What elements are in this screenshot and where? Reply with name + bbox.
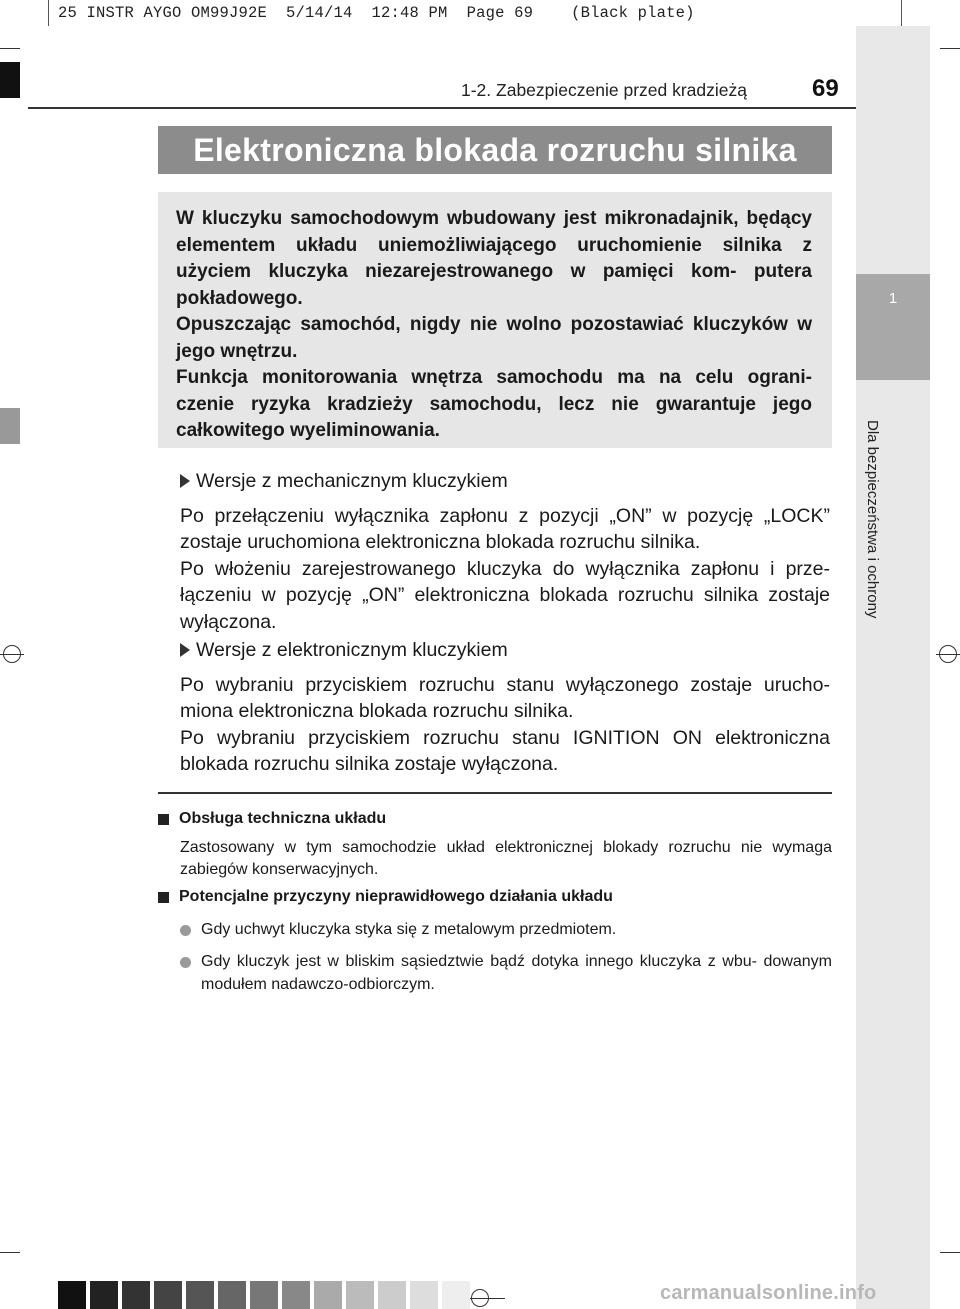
left-margin-bar bbox=[0, 408, 20, 444]
note-heading bbox=[158, 808, 832, 831]
color-swatch bbox=[122, 1281, 150, 1309]
color-swatch bbox=[442, 1281, 470, 1309]
left-margin-bar bbox=[0, 62, 20, 98]
body-paragraph: Po przełączeniu wyłącznika zapłonu z pozycji „ON” w pozycję „LOCK” zostaje uruchomiona elektroniczna blokada rozruchu silnika. bbox=[180, 504, 830, 553]
color-control-bar bbox=[58, 1281, 470, 1309]
color-swatch bbox=[410, 1281, 438, 1309]
circle-bullet-icon bbox=[180, 957, 191, 968]
chapter-number: 1 bbox=[888, 290, 898, 307]
section-divider bbox=[158, 792, 832, 794]
color-swatch bbox=[346, 1281, 374, 1309]
note-body: Zastosowany w tym samochodzie układ elektronicznej blokady rozruchu nie wymaga zabiegów konserwacyjnych. bbox=[180, 838, 832, 878]
title-banner bbox=[158, 126, 832, 174]
page-number: 69 bbox=[812, 75, 839, 102]
crop-mark bbox=[940, 1252, 960, 1253]
color-swatch bbox=[282, 1281, 310, 1309]
color-swatch bbox=[314, 1281, 342, 1309]
list-item-text: Gdy kluczyk jest w bliskim sąsiedztwie bądź dotyka innego kluczyka z wbu- dowanym modułem nadawczo-odbiorczym. bbox=[201, 953, 832, 993]
color-swatch bbox=[186, 1281, 214, 1309]
intro-paragraph: Funkcja monitorowania wnętrza samochodu ma na celu ograni- czenie ryzyka kradzieży samochodu, lecz nie gwarantuje jego całkowitego wyeliminowania. bbox=[176, 367, 812, 441]
color-swatch bbox=[90, 1281, 118, 1309]
body-paragraph: Po wybraniu przyciskiem rozruchu stanu IGNITION ON elektroniczna blokada rozruchu silnika zostaje wyłączona. bbox=[180, 726, 830, 775]
triangle-bullet-icon bbox=[180, 474, 190, 488]
triangle-bullet-icon bbox=[180, 643, 190, 657]
crop-mark bbox=[940, 48, 960, 49]
crop-mark bbox=[0, 48, 20, 49]
color-swatch bbox=[250, 1281, 278, 1309]
header-rule bbox=[28, 107, 856, 109]
registration-mark-icon bbox=[3, 645, 21, 663]
color-swatch bbox=[378, 1281, 406, 1309]
body-paragraph: Po wybraniu przyciskiem rozruchu stanu wyłączonego zostaje urucho- miona elektroniczna blokada rozruchu silnika. bbox=[180, 673, 830, 722]
intro-box bbox=[158, 192, 832, 448]
section-mechanical-key bbox=[180, 468, 830, 635]
square-bullet-icon bbox=[158, 892, 169, 903]
color-swatch bbox=[58, 1281, 86, 1309]
watermark: carmanualsonline.info bbox=[660, 1282, 877, 1304]
list-item bbox=[180, 919, 832, 942]
color-swatch bbox=[218, 1281, 246, 1309]
print-slug: 25 INSTR AYGO OM99J92E 5/14/14 12:48 PM Page 69 (Black plate) bbox=[58, 4, 695, 22]
body-paragraph: Po włożeniu zarejestrowanego kluczyka do wyłącznika zapłonu i prze- łączeniu w pozycję „ON” elektroniczna blokada rozruchu silnika zostaje wyłączona. bbox=[180, 557, 830, 633]
note-heading-text: Obsługa techniczna układu bbox=[179, 810, 387, 827]
chapter-side-strip bbox=[856, 26, 930, 1309]
section-heading-text: Wersje z elektronicznym kluczykiem bbox=[196, 639, 508, 661]
note-maintenance bbox=[158, 808, 832, 882]
note-heading-text: Potencjalne przyczyny nieprawidłowego działania układu bbox=[179, 888, 613, 905]
square-bullet-icon bbox=[158, 814, 169, 825]
intro-paragraph: W kluczyku samochodowym wbudowany jest mikronadajnik, będący elementem układu uniemożliwiającego uruchomienie silnika z użyciem kluczyka niezarejestrowanego w pamięci kom- putera pokładowego. bbox=[176, 208, 812, 309]
section-title: 1-2. Zabezpieczenie przed kradzieżą bbox=[461, 80, 747, 100]
list-item bbox=[180, 951, 832, 996]
page-title: Elektroniczna blokada rozruchu silnika bbox=[193, 131, 797, 168]
section-electronic-key bbox=[180, 637, 830, 778]
note-heading bbox=[158, 886, 832, 909]
section-heading bbox=[180, 468, 830, 495]
note-malfunction-causes bbox=[158, 886, 832, 996]
section-heading-text: Wersje z mechanicznym kluczykiem bbox=[196, 470, 508, 492]
section-heading bbox=[180, 637, 830, 664]
registration-mark-icon bbox=[939, 645, 957, 663]
chapter-label bbox=[864, 420, 881, 500]
color-swatch bbox=[154, 1281, 182, 1309]
intro-paragraph: Opuszczając samochód, nigdy nie wolno pozostawiać kluczyków w jego wnętrzu. bbox=[176, 314, 812, 362]
list-item-text: Gdy uchwyt kluczyka styka się z metalowym przedmiotem. bbox=[201, 920, 617, 938]
circle-bullet-icon bbox=[180, 925, 191, 936]
crop-mark bbox=[0, 1252, 20, 1253]
